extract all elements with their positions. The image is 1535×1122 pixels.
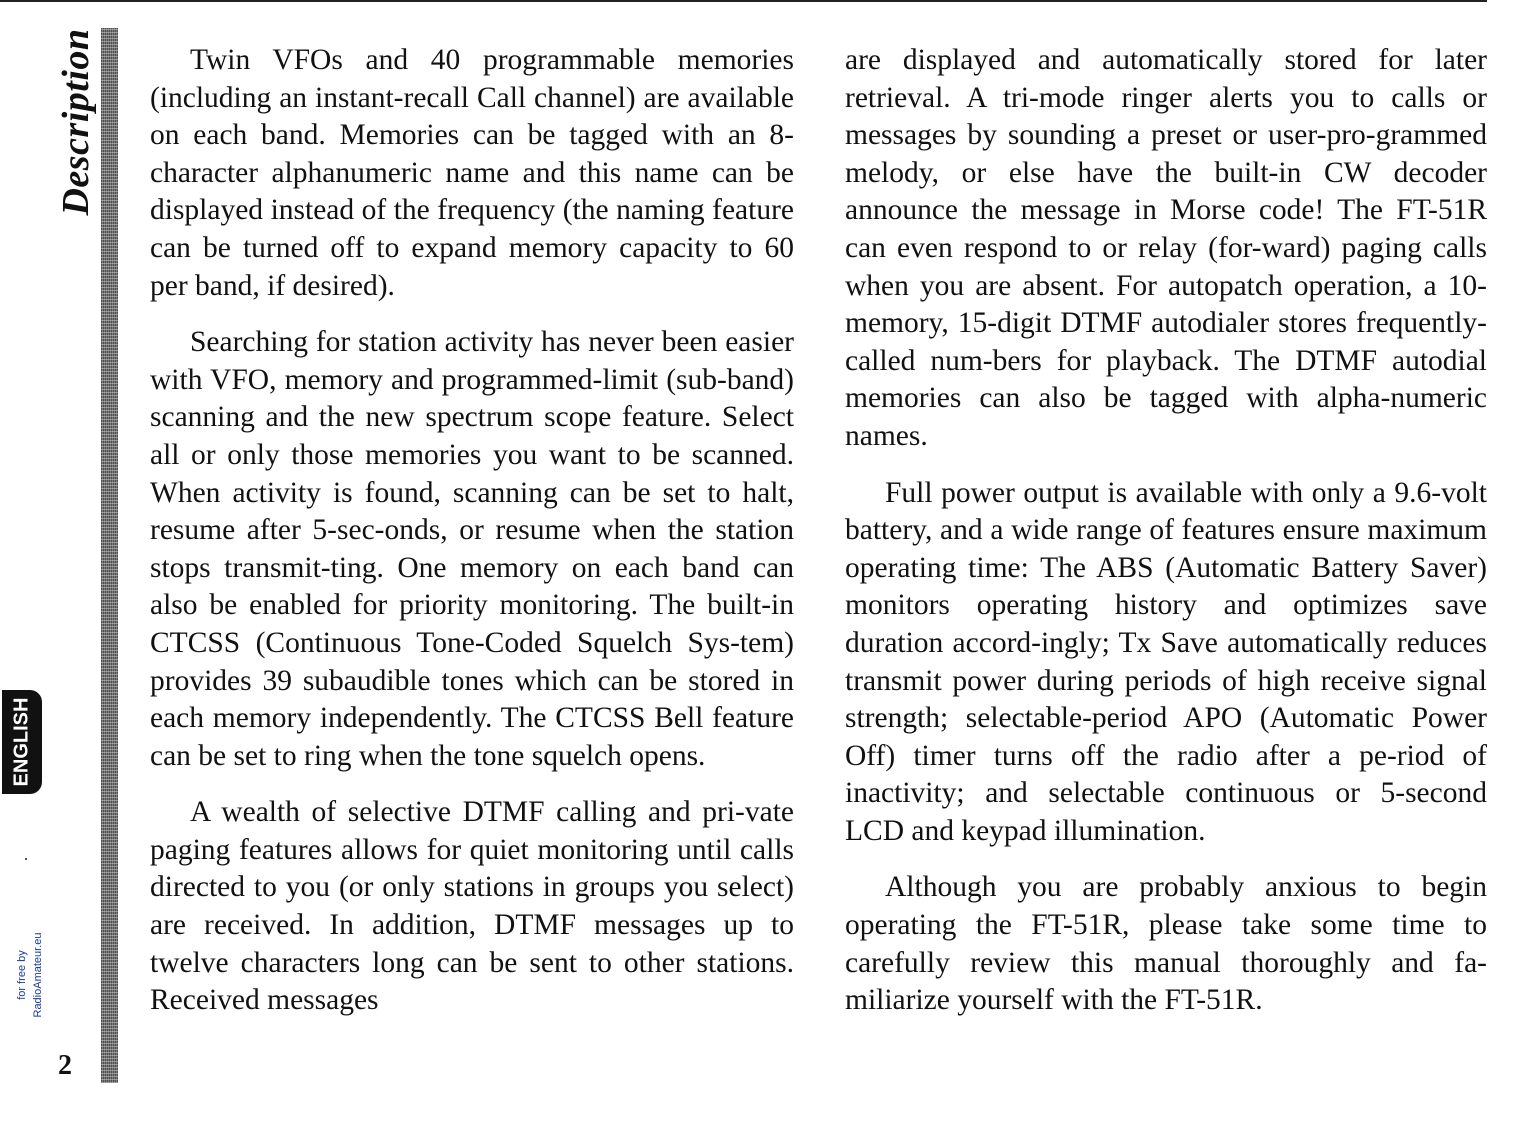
paragraph-messages-continued: are displayed and automatically stored for later retrieval. A tri-mode ringer alerts you to calls or messages by sounding a preset or user-pro-grammed melody, or else have the built-in CW decoder announce the message in Morse code! The FT-51R can even respond to or relay (for-ward) paging calls when you are absent. For autopatch operation, a 10-memory, 15-digit DTMF autodialer stores frequently-called num-bers for playback. The DTMF autodial memories can also be tagged with alpha-numeric names. bbox=[845, 44, 1487, 452]
stray-dot bbox=[25, 858, 27, 860]
right-column bbox=[845, 42, 1487, 1039]
page-number: 2 bbox=[58, 1050, 72, 1081]
top-rule bbox=[0, 0, 1487, 2]
watermark-line-1: for free by bbox=[16, 950, 28, 1000]
paragraph-power: Full power output is available with only a 9.6-volt battery, and a wide range of features ensure maximum operating time: The ABS (Automatic Battery Saver) monitors operating history and optimizes save duration accord-ingly; Tx Save automatically reduces transmit power during periods of high receive signal strength; selectable-period APO (Automatic Power Off) timer turns off the radio after a pe-riod of inactivity; and selectable continuous or 5-second LCD and keypad illumination. bbox=[845, 476, 1487, 847]
language-tab-label: ENGLISH bbox=[10, 697, 33, 787]
left-column bbox=[150, 42, 794, 1039]
paragraph-dtmf-paging: A wealth of selective DTMF calling and pri-vate paging features allows for quiet monitoring until calls directed to you (or only stations in groups you select) are received. In addition, DTMF messages up to twelve characters long can be sent to other stations. Received messages bbox=[150, 796, 794, 1017]
section-title bbox=[52, 22, 100, 222]
language-tab bbox=[2, 690, 42, 794]
paragraph-scanning: Searching for station activity has never been easier with VFO, memory and programmed-limit (sub-band) scanning and the new spectrum scope feature. Select all or only those memories you want to be scanned. When activity is found, scanning can be set to halt, resume after 5-sec-onds, or resume when the station stops transmit-ting. One memory on each band can also be enabled for priority monitoring. The built-in CTCSS (Continuous Tone-Coded Squelch Sys-tem) provides 39 subaudible tones which can be stored in each memory independently. The CTCSS Bell feature can be set to ring when the tone squelch opens. bbox=[150, 326, 794, 772]
paragraph-memories: Twin VFOs and 40 programmable memories (including an instant-recall Call channel) are available on each band. Memories can be tagged with an 8-character alphanumeric name and this name can be displayed instead of the frequency (the naming feature can be turned off to expand memory capacity to 60 per band, if desired). bbox=[150, 44, 794, 302]
paragraph-manual-review: Although you are probably anxious to begin operating the FT-51R, please take some time to carefully review this manual thoroughly and fa-miliarize yourself with the FT-51R. bbox=[845, 871, 1487, 1017]
halftone-side-bar bbox=[101, 28, 118, 1083]
section-title-text: Description bbox=[55, 28, 97, 216]
watermark bbox=[10, 920, 46, 1030]
watermark-line-2: RadioAmateur.eu bbox=[32, 932, 44, 1018]
